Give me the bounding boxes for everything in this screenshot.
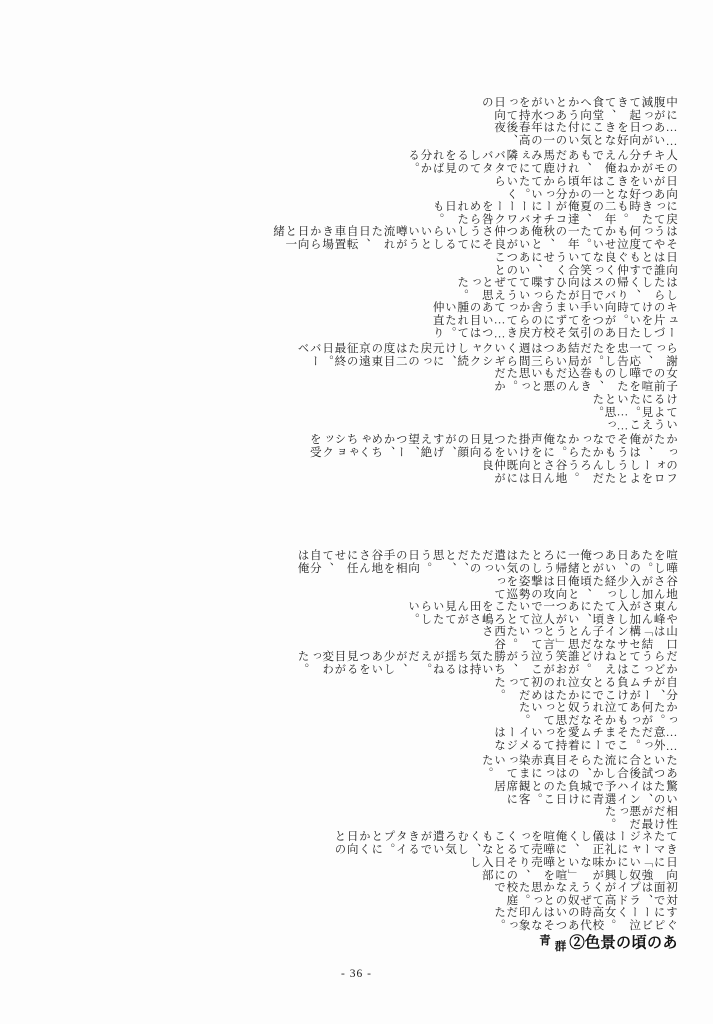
column-gap [667,484,677,549]
text-column: かった。何があっても泣かれそうな奴だと思っていた。 [517,701,678,727]
text-column: 女子の前で喧嘩をしたのも、巻き込んだのも悪いと思った。だか [493,367,678,393]
text-column: 山口は「結構センサイな子なんだと思う」と言っていた。西谷さ [480,625,678,651]
text-column: のフォローをしようとしたんだろう。谷地さんと日向は既に仲が良 [480,458,678,484]
page-number: - 36 - [341,968,372,980]
text-column: 喧嘩をした。あの日、あいつが俺と一緒に帰ろうとしたのは気遣いだったのだ、と、思う。日向の相手を谷地さんに任せて、自分は俺 [296,549,678,575]
text-column: はしたらしく、帰りのバスでは日向がひたすら喋っていてうぜえと思った。 [456,275,678,302]
text-column: 日向は誰とでもすぐ仲良くなって笑い合うくせに、あいつのこと [493,250,678,276]
text-column: 初対面では、プライドが高くてうぜえ奴なのかと思った。校庭で [493,880,678,907]
text-column: 驚いたのは、インハイ予選で青城に負けた日のこと。観客席に居 [493,779,678,806]
text-column: たあいつと試合後に合流したから、その目は真っ赤に染まっていた。 [480,754,678,780]
text-column: キューの片づけをしていた時。日向があいつの手を引いて気まずそうに校舎の方から戻ってきて……あいつの目は腫れていた。仲直り [431,301,678,342]
text-column: だからどうってことはねえけど。誰が笑おうが泣こうが、勝ちたい気持ちは揺るがねえ。だが、少しあいつを見る目が変わった。 [296,650,678,676]
text-block-right [290,549,677,952]
text-column: かったが、俺はそうでもなかったからな。俺に声を掛けたいつを見る日向の顔が、すげえ絶望、つーか、めちゃくちゃショックを受 [308,433,678,459]
text-column: 日向に「強い奴にしか興味がない」と喧嘩を売り、その日に入部し [468,855,678,881]
text-column: けているように見えた。こい……と思った。 [591,392,678,434]
section-title-sub: 群青 [538,933,568,952]
text-column: ……意外だった。そこまでチームに愛着を持っているイメージはな [493,726,678,755]
text-column: ら謝って、一応忠告をした。だが結局あいつらは三週間くらいギクシャクし続け、元に戻ったのは二度目の東京遠征の最終日。バーベ [296,341,678,368]
text-column: に戻ってきた時も。二年の夏、俺達がコーチにオーバーワークを咎められた日も。 [431,199,678,226]
text-column: んや東峰さんが加入してきた頃に、あいつが一人で泣いてたところを嶋田さんが見ていたらしい。 [407,599,678,626]
text-column: はそうやって何度も泣かせていた。一年の秋、俺とあいつが仲良さそうにしているらしいという噂が流れた日、自転車置き場から日向と一緒 [272,225,678,251]
text-column: 谷地さんが加入し少し経った頃、俺と日向は攻撃の姿勢を巡って [493,574,678,600]
text-column: てきたマネージャーには礼儀正しく、俺に喧嘩を売ってくることもなく、むしろ気遣いができるタイプ。とにかく日向との [333,830,678,856]
text-column: 日向があいつを好きなことは一年の頃から分かっていた。いくら [493,174,678,200]
text-column: 人のキモチが分かんねえ俺でも、あれだけ馬鹿みてぇに隣でバタバタしてるのを見れば分かる。 [407,149,678,175]
text-column: 自分が、チームが負けることで女に泣かれたのは初めてだった。 [493,675,678,702]
text-column: 相性だけが最悪だった。 [603,805,678,831]
text-column: すぐにピービー泣く女。高校時代のあいつはそんな印象だった。 [493,906,678,932]
vertical-text-body [36,96,677,952]
text-block-left [265,96,677,484]
text-column: 中に腹が減って起きて、食堂へ向かうとあいつが水を持って日向の [480,95,678,122]
text-column: ……あいつが日向を好きなことに気付いたのは一年の春高後、夜 [493,121,678,150]
section-title [538,932,678,953]
section-title-main: あの頃の景色② [567,933,679,951]
